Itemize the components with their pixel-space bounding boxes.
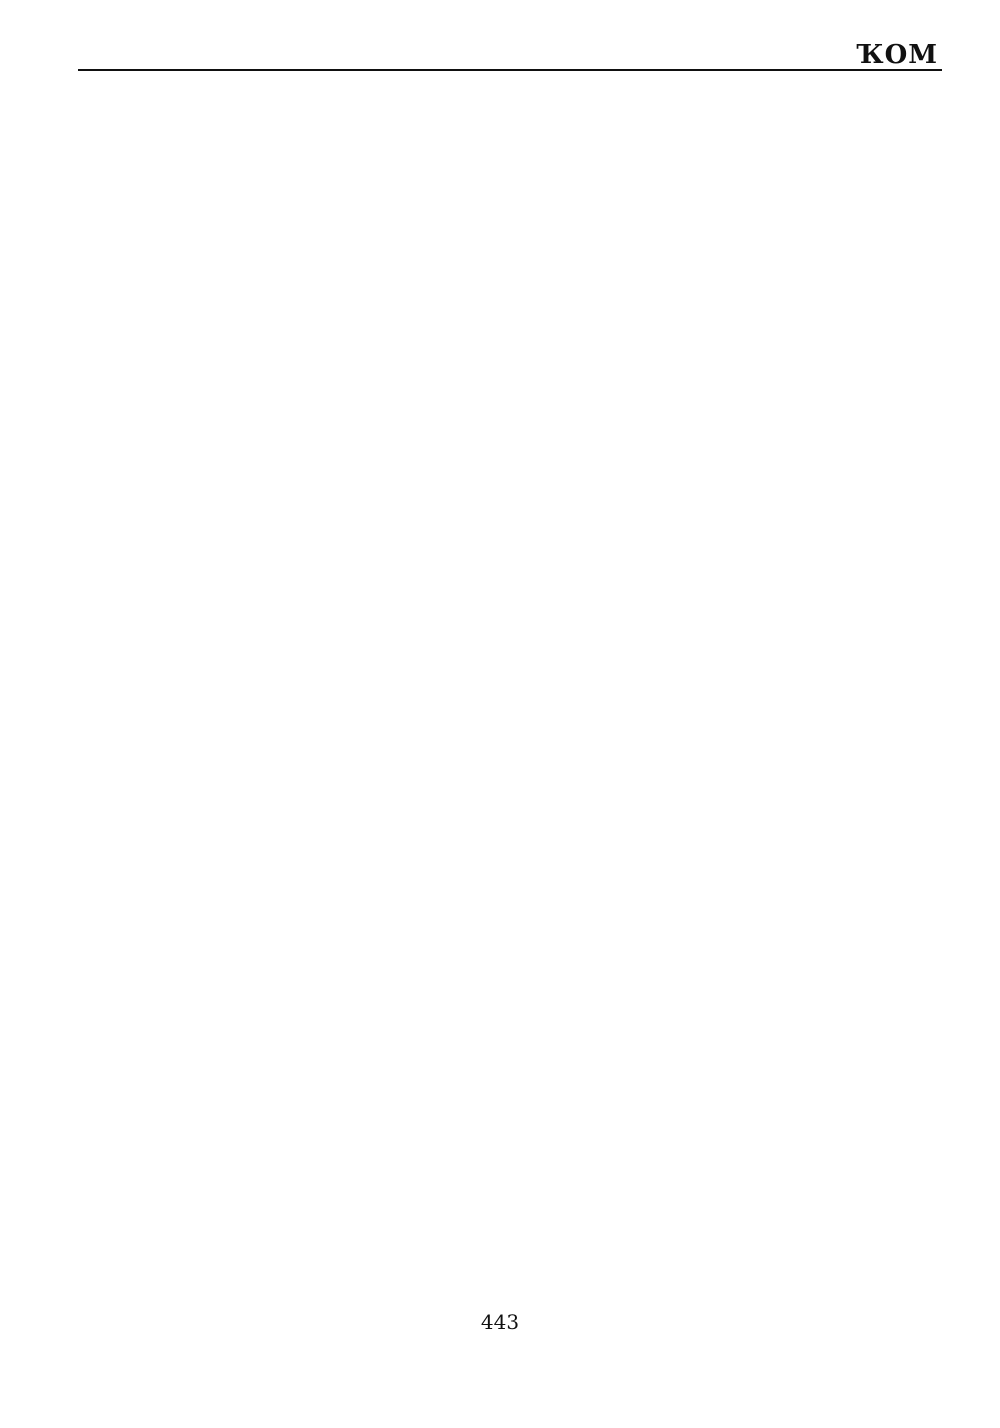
page-number: 443 [480, 1310, 520, 1334]
left-column [80, 82, 500, 1292]
running-head: ҠОМ [856, 40, 938, 70]
right-column [523, 82, 943, 1292]
header-rule [78, 69, 942, 71]
